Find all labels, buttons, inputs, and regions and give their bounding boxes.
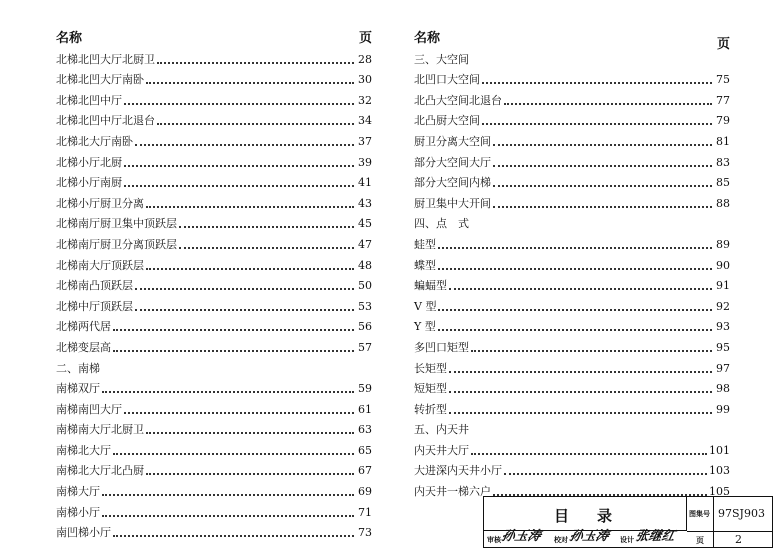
entry-title: 南梯小厅 — [56, 505, 100, 519]
leader-dots — [113, 452, 354, 455]
toc-entry — [56, 211, 372, 232]
leader-dots — [113, 328, 354, 331]
entry-page: 41 — [358, 176, 372, 190]
toc-entry — [414, 293, 730, 314]
entry-title: 北梯小厅厨卫分离 — [56, 196, 144, 210]
entry-title: 北梯小厅南厨 — [56, 176, 122, 190]
toc-entry — [56, 170, 372, 191]
toc-column-left — [56, 28, 372, 540]
entry-title: 南梯北大厅北凸厨 — [56, 464, 144, 478]
entry-title: 部分大空间大厅 — [414, 155, 491, 169]
leader-dots — [102, 390, 354, 393]
entry-page: 61 — [358, 402, 372, 416]
toc-entry — [414, 87, 730, 108]
header-page: 页 — [716, 37, 730, 52]
leader-dots — [157, 61, 354, 64]
entry-title: 北梯北凹中厅 — [56, 93, 122, 107]
toc-entry — [414, 149, 730, 170]
toc-entry — [56, 108, 372, 129]
toc-entry — [56, 252, 372, 273]
design-label: 设计 — [620, 536, 634, 544]
column-header — [414, 28, 730, 52]
leader-dots — [438, 267, 712, 270]
toc-entry — [56, 149, 372, 170]
toc-entry — [414, 67, 730, 88]
entry-page: 45 — [358, 217, 372, 231]
entry-page: 105 — [709, 485, 730, 499]
entry-page: 65 — [358, 443, 372, 457]
toc-entry — [414, 190, 730, 211]
entry-page: 95 — [716, 340, 730, 354]
entry-page: 28 — [358, 52, 372, 66]
review-label: 审核 — [487, 536, 501, 544]
entry-page: 85 — [716, 176, 730, 190]
entry-title: 南梯大厅 — [56, 485, 100, 499]
leader-dots — [135, 287, 354, 290]
entry-page: 57 — [358, 340, 372, 354]
leader-dots — [157, 122, 354, 125]
signature-row — [484, 531, 687, 547]
entry-title: 南凹梯小厅 — [56, 526, 111, 540]
entry-page: 71 — [358, 505, 372, 519]
leader-dots — [124, 164, 354, 167]
toc-entry — [56, 499, 372, 520]
entry-page: 89 — [716, 237, 730, 251]
entry-title: Y 型 — [414, 320, 436, 334]
entry-page: 83 — [716, 155, 730, 169]
toc-entry — [56, 376, 372, 397]
toc-entry — [414, 396, 730, 417]
toc-entry — [56, 334, 372, 355]
leader-dots — [146, 431, 354, 434]
toc-entry — [56, 417, 372, 438]
entry-title: 北梯南厅厨卫分离顶跃层 — [56, 237, 177, 251]
entry-page: 92 — [716, 299, 730, 313]
column-header — [56, 28, 372, 46]
entry-page: 56 — [358, 320, 372, 334]
leader-dots — [102, 493, 354, 496]
check-signature: 孙玉涛 — [567, 529, 611, 544]
leader-dots — [504, 472, 707, 475]
toc-entry — [56, 314, 372, 335]
toc-entry — [56, 231, 372, 252]
entry-title: 厨卫集中大开间 — [414, 196, 491, 210]
leader-dots — [438, 246, 712, 249]
toc-entry — [56, 520, 372, 541]
section-heading — [56, 355, 372, 376]
leader-dots — [146, 205, 354, 208]
atlas-label: 图集号 — [689, 510, 710, 518]
toc-entry — [56, 437, 372, 458]
leader-dots — [146, 472, 354, 475]
entry-title: 南梯南大厅北厨卫 — [56, 423, 144, 437]
page-number: 2 — [735, 533, 742, 546]
entry-title: 北梯南大厅顶跃层 — [56, 258, 144, 272]
toc-entry — [414, 273, 730, 294]
entry-page: 53 — [358, 299, 372, 313]
entry-title: 北凹口大空间 — [414, 73, 480, 87]
entry-title: 北梯小厅北厨 — [56, 155, 122, 169]
leader-dots — [493, 164, 712, 167]
entry-page: 77 — [716, 93, 730, 107]
entry-title: 北梯变层高 — [56, 340, 111, 354]
leader-dots — [146, 267, 354, 270]
leader-dots — [493, 143, 712, 146]
toc-entry — [414, 314, 730, 335]
toc-entry — [56, 396, 372, 417]
leader-dots — [471, 349, 712, 352]
entry-page: 67 — [358, 464, 372, 478]
leader-dots — [146, 81, 354, 84]
leader-dots — [179, 246, 354, 249]
toc-entry — [56, 46, 372, 67]
entry-page: 103 — [709, 464, 730, 478]
entry-page: 81 — [716, 134, 730, 148]
entry-page: 91 — [716, 279, 730, 293]
title-block — [483, 496, 773, 548]
leader-dots — [493, 205, 712, 208]
leader-dots — [438, 328, 712, 331]
entry-page: 50 — [358, 279, 372, 293]
toc-entries-right — [414, 46, 730, 499]
entry-title: 转折型 — [414, 402, 447, 416]
entry-page: 47 — [358, 237, 372, 251]
entry-page: 48 — [358, 258, 372, 272]
entry-title: 北凸厨大空间 — [414, 114, 480, 128]
leader-dots — [102, 514, 354, 517]
toc-column-right — [414, 28, 730, 499]
entry-page: 98 — [716, 382, 730, 396]
entry-title: V 型 — [414, 299, 437, 313]
entry-page: 63 — [358, 423, 372, 437]
check-label: 校对 — [554, 536, 568, 544]
entry-page: 90 — [716, 258, 730, 272]
toc-entry — [56, 458, 372, 479]
entry-title: 大进深内天井小厅 — [414, 464, 502, 478]
entry-title: 北梯北大厅南卧 — [56, 134, 133, 148]
leader-dots — [449, 370, 712, 373]
entry-title: 北梯北凹大厅北厨卫 — [56, 52, 155, 66]
leader-dots — [135, 308, 354, 311]
entry-page: 32 — [358, 93, 372, 107]
toc-entry — [56, 190, 372, 211]
leader-dots — [113, 534, 354, 537]
entry-title: 南梯北大厅 — [56, 443, 111, 457]
page-label: 页 — [696, 536, 704, 545]
entry-title: 南梯双厅 — [56, 382, 100, 396]
entry-title: 多凹口矩型 — [414, 340, 469, 354]
leader-dots — [482, 81, 712, 84]
entry-page: 79 — [716, 114, 730, 128]
entry-page: 43 — [358, 196, 372, 210]
entry-title: 短矩型 — [414, 382, 447, 396]
leader-dots — [124, 184, 354, 187]
entry-page: 39 — [358, 155, 372, 169]
entry-page: 93 — [716, 320, 730, 334]
entry-title: 北梯两代居 — [56, 320, 111, 334]
entry-page: 75 — [716, 73, 730, 87]
entry-page: 37 — [358, 134, 372, 148]
toc-entry — [56, 478, 372, 499]
entry-page: 30 — [358, 73, 372, 87]
review-signature: 孙玉涛 — [499, 529, 543, 544]
toc-entry — [414, 437, 730, 458]
leader-dots — [449, 411, 712, 414]
entry-title: 北梯南凸顶跃层 — [56, 279, 133, 293]
toc-entry — [414, 231, 730, 252]
leader-dots — [449, 287, 712, 290]
toc-entry — [414, 128, 730, 149]
entry-title: 北梯中厅顶跃层 — [56, 299, 133, 313]
toc-entry — [414, 334, 730, 355]
entry-page: 97 — [716, 361, 730, 375]
entry-title: 北梯南厅厨卫集中顶跃层 — [56, 217, 177, 231]
toc-entry — [414, 376, 730, 397]
entry-page: 101 — [709, 443, 730, 457]
toc-entry — [414, 108, 730, 129]
leader-dots — [504, 102, 712, 105]
entry-title: 北凸大空间北退台 — [414, 93, 502, 107]
entry-title: 四、点 式 — [414, 217, 469, 231]
header-page: 页 — [358, 31, 372, 46]
header-name: 名称 — [414, 31, 441, 46]
toc-entry — [56, 293, 372, 314]
entry-page: 99 — [716, 402, 730, 416]
entry-title: 内天井一梯六户 — [414, 485, 491, 499]
toc-entry — [414, 170, 730, 191]
leader-dots — [113, 349, 354, 352]
toc-entry — [56, 87, 372, 108]
leader-dots — [482, 122, 712, 125]
leader-dots — [135, 143, 354, 146]
leader-dots — [493, 184, 712, 187]
entry-title: 北梯北凹大厅南卧 — [56, 73, 144, 87]
entry-page: 73 — [358, 526, 372, 540]
entry-title: 蛙型 — [414, 237, 436, 251]
entry-page: 88 — [716, 196, 730, 210]
drawing-title: 目录 — [554, 507, 641, 525]
entry-title: 蝙蝠型 — [414, 279, 447, 293]
toc-entry — [414, 355, 730, 376]
entry-page: 59 — [358, 382, 372, 396]
entry-title: 南梯南凹大厅 — [56, 402, 122, 416]
section-heading — [414, 417, 730, 438]
toc-entries-left — [56, 46, 372, 540]
entry-title: 长矩型 — [414, 361, 447, 375]
section-heading — [414, 211, 730, 232]
entry-title: 蝶型 — [414, 258, 436, 272]
entry-title: 五、内天井 — [414, 423, 469, 437]
entry-title: 部分大空间内梯 — [414, 176, 491, 190]
entry-title: 厨卫分离大空间 — [414, 134, 491, 148]
leader-dots — [124, 102, 354, 105]
entry-title: 内天井大厅 — [414, 443, 469, 457]
entry-page: 69 — [358, 485, 372, 499]
leader-dots — [449, 390, 712, 393]
entry-title: 三、大空间 — [414, 52, 469, 66]
entry-title: 北梯北凹中厅北退台 — [56, 114, 155, 128]
header-name: 名称 — [56, 31, 83, 46]
leader-dots — [438, 308, 712, 311]
toc-entry — [414, 458, 730, 479]
atlas-number: 97SJ903 — [718, 507, 765, 520]
entry-page: 34 — [358, 114, 372, 128]
toc-entry — [414, 252, 730, 273]
toc-entry — [56, 67, 372, 88]
entry-title: 二、南梯 — [56, 361, 100, 375]
design-signature: 张继红 — [633, 529, 677, 544]
section-heading — [414, 46, 730, 67]
leader-dots — [124, 411, 354, 414]
leader-dots — [471, 452, 707, 455]
toc-entry — [56, 273, 372, 294]
toc-entry — [56, 128, 372, 149]
leader-dots — [179, 225, 354, 228]
